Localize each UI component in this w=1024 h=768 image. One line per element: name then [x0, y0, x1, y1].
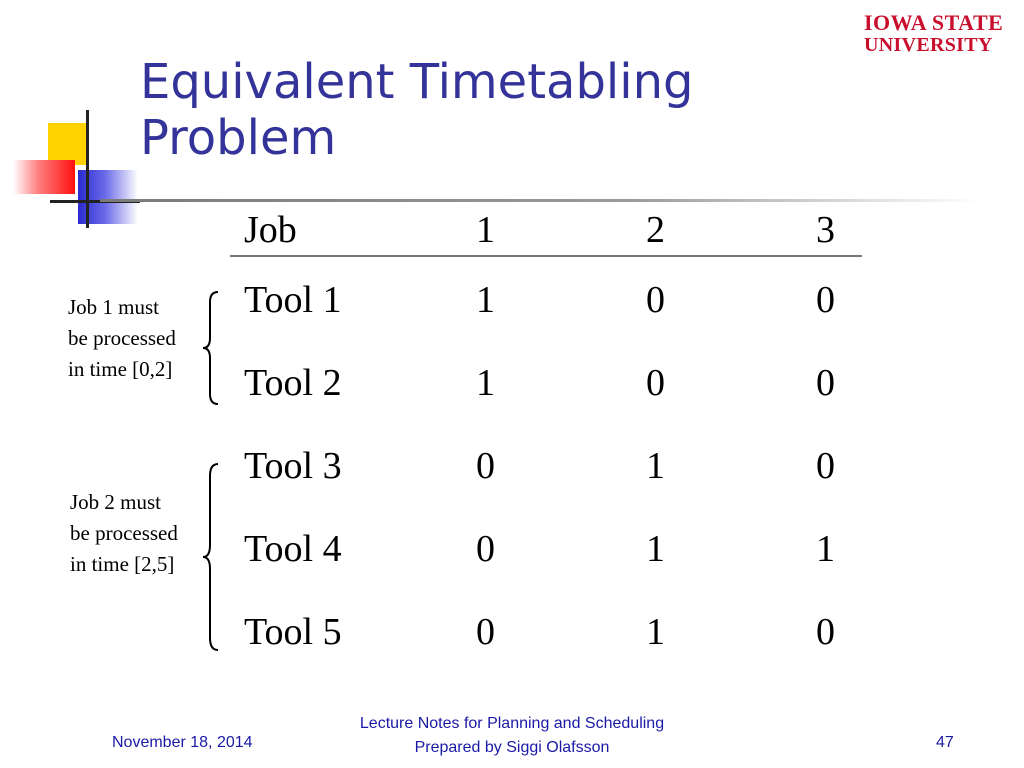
row-label: Tool 4 — [244, 528, 342, 570]
header-cell: 3 — [816, 209, 835, 251]
title-underline — [100, 199, 980, 202]
row-label: Tool 5 — [244, 611, 342, 653]
tool-job-table — [230, 205, 862, 672]
table-cell: 0 — [816, 279, 835, 321]
table-cell: 1 — [646, 611, 665, 653]
table-cell: 1 — [646, 528, 665, 570]
table-cell: 0 — [816, 362, 835, 404]
table-row — [230, 506, 862, 589]
table-cell: 0 — [816, 445, 835, 487]
decor-yellow-square — [48, 123, 88, 165]
note-line: Job 2 must — [70, 490, 162, 514]
left-brace-icon — [200, 462, 220, 652]
university-logo — [864, 12, 1004, 56]
decor-vertical-line — [86, 110, 89, 228]
table-cell: 0 — [476, 528, 495, 570]
table-cell: 1 — [646, 445, 665, 487]
title-line-2: Problem — [140, 110, 337, 166]
decor-red-square — [13, 160, 75, 194]
table-cell: 0 — [476, 445, 495, 487]
row-label: Tool 3 — [244, 445, 342, 487]
footer-course: Lecture Notes for Planning and Scheduling — [359, 715, 665, 732]
logo-line-1: IOWA STATE — [864, 10, 1004, 35]
table-row — [230, 423, 862, 506]
row-label: Tool 2 — [244, 362, 342, 404]
table-cell: 0 — [816, 611, 835, 653]
table-cell: 0 — [646, 362, 665, 404]
row-label: Tool 1 — [244, 279, 342, 321]
note-line: in time [2,5] — [70, 552, 175, 576]
note-line: in time [0,2] — [68, 357, 173, 381]
footer-credits — [0, 712, 1024, 760]
footer-date: November 18, 2014 — [112, 734, 253, 751]
table-cell: 1 — [476, 362, 495, 404]
header-cell: 1 — [476, 209, 495, 251]
header-cell: Job — [244, 209, 297, 251]
page-number: 47 — [936, 734, 954, 751]
job1-constraint-note — [68, 292, 176, 385]
title-line-1: Equivalent Timetabling — [140, 54, 694, 110]
slide-title — [140, 54, 693, 166]
table-row — [230, 340, 862, 423]
footer-author: Prepared by Siggi Olafsson — [414, 739, 610, 756]
table-cell: 1 — [476, 279, 495, 321]
table-row — [230, 589, 862, 672]
logo-line-2: UNIVERSITY — [864, 34, 993, 56]
header-cell: 2 — [646, 209, 665, 251]
table-cell: 1 — [816, 528, 835, 570]
note-line: be processed — [70, 521, 178, 545]
note-line: be processed — [68, 326, 176, 350]
table-header-row — [230, 205, 862, 257]
left-brace-icon — [200, 290, 220, 406]
job2-constraint-note — [70, 487, 178, 580]
table-cell: 0 — [646, 279, 665, 321]
table-cell: 0 — [476, 611, 495, 653]
table-row — [230, 257, 862, 340]
note-line: Job 1 must — [68, 295, 160, 319]
